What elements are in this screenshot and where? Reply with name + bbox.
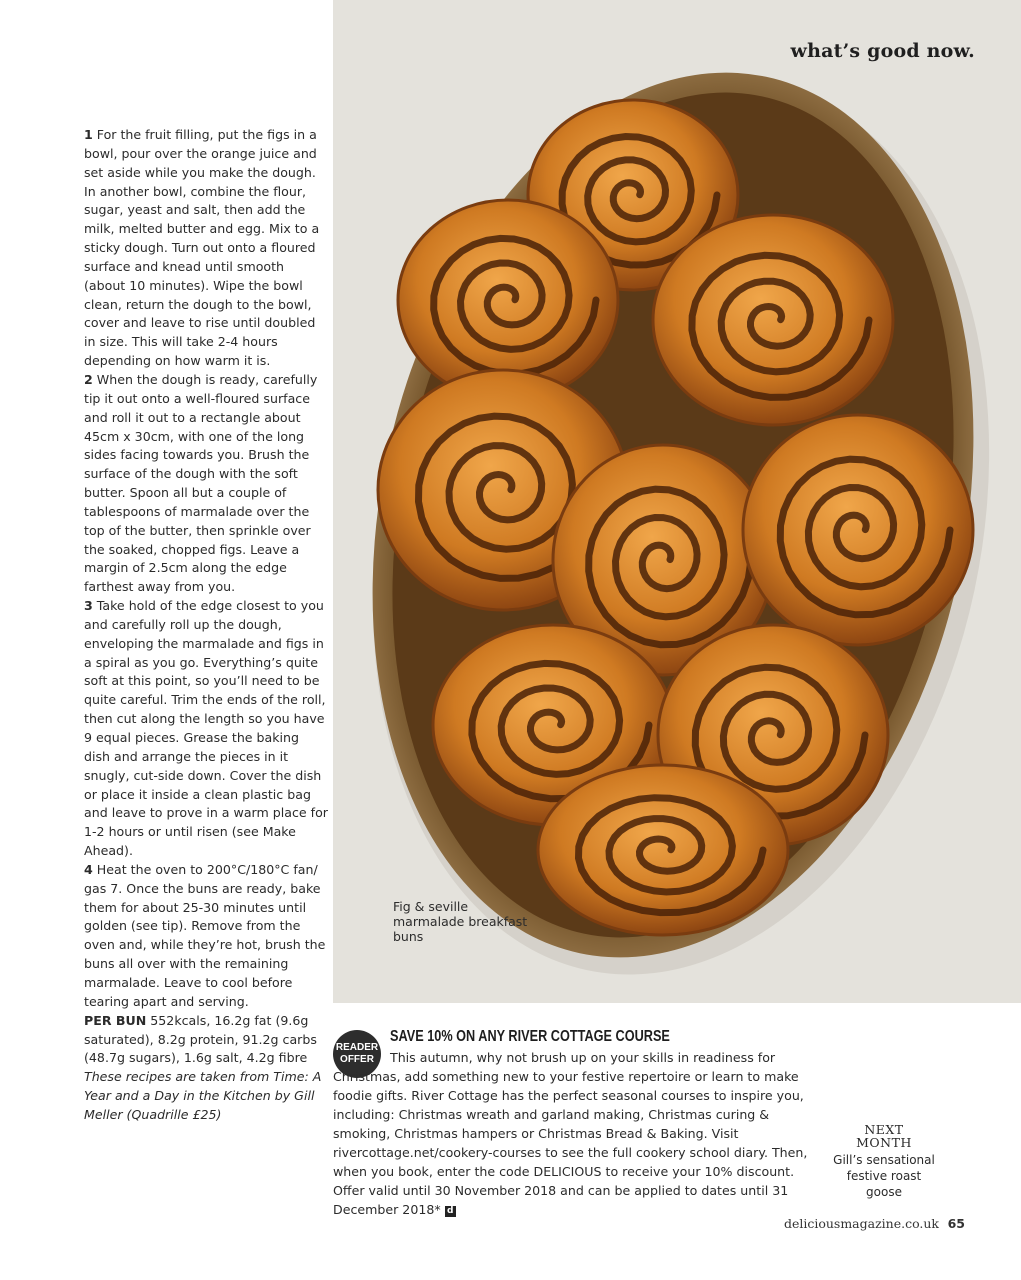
- next-month-title-2: MONTH: [856, 1135, 912, 1150]
- bun: [743, 415, 973, 645]
- buns-photo: [333, 0, 1021, 1003]
- next-month-teaser: [828, 1123, 940, 1200]
- badge-line-1: READER: [335, 1042, 379, 1053]
- step-text: Heat the oven to 200°C/180°C fan/ gas 7. Once the buns are ready, bake them for about 25-30 minutes until golden (see tip). Remove from the oven and, while they’re hot, brush the buns all over with the remaining marmalade. Leave to cool before tearing apart and serving.: [84, 861, 326, 1009]
- bun: [538, 765, 788, 935]
- method-step-3: [84, 597, 329, 861]
- photo-caption: Fig & seville marmalade breakfast buns: [393, 899, 528, 944]
- step-text: For the fruit filling, put the figs in a bowl, pour over the orange juice and set aside while you make the dough. In another bowl, combine the flour, sugar, yeast and salt, then add the milk, melted butter and egg. Mix to a sticky dough. Turn out onto a floured surface and knead until smooth (about 10 minutes). Wipe the bowl clean, return the dough to the bowl, cover and leave to rise until doubled in size. This will take 2-4 hours depending on how warm it is.: [84, 127, 320, 369]
- page-number: 65: [947, 1216, 965, 1231]
- step-number: 2: [84, 371, 93, 387]
- method-step-1: [84, 126, 329, 371]
- footer-site: deliciousmagazine.co.uk: [783, 1216, 939, 1231]
- badge-line-2: OFFER: [340, 1054, 374, 1065]
- step-text: Take hold of the edge closest to you and carefully roll up the dough, enveloping the marmalade and figs in a spiral as you go. Everything’s quite soft at this point, so you’ll need to be quite careful. Trim the ends of the roll, then cut along the length so you have 9 equal pieces. Grease the baking dish and arrange the pieces in it snugly, cut-side down. Cover the dish or place it inside a clean plastic bag and leave to prove in a warm place for 1-2 hours or until risen (see Make Ahead).: [84, 598, 328, 859]
- nutrition-label: PER BUN: [84, 1012, 147, 1028]
- step-number: 3: [84, 598, 93, 614]
- offer-body: [333, 1048, 813, 1219]
- book-credit: These recipes are taken from Time: A Year and a Day in the Kitchen by Gill Meller (Quadrille £25): [84, 1069, 322, 1122]
- method-column: [84, 126, 329, 1125]
- offer-heading: SAVE 10% ON ANY RIVER COTTAGE COURSE: [390, 1028, 670, 1045]
- next-month-title-1: NEXT: [864, 1122, 904, 1137]
- step-text: When the dough is ready, carefully tip it out onto a well-floured surface and roll it out to a rectangle about 45cm x 30cm, with one of the long sides facing towards you. Brush the surface of the dough with the soft butter. Spoon all but a couple of tablespoons of marmalade over the top of the butter, then sprinkle over the soaked, chopped figs. Leave a margin of 2.5cm along the edge farthest away from you.: [84, 371, 318, 595]
- nutrition-text: 552kcals, 16.2g fat (9.6g saturated), 8.2g protein, 91.2g carbs (48.7g sugars), 1.6g salt, 4.2g fibre: [84, 1012, 317, 1066]
- next-month-text: Gill’s sensational festive roast goose: [833, 1153, 935, 1199]
- bun: [653, 215, 893, 425]
- step-number: 4: [84, 861, 93, 877]
- section-tag: what’s good now.: [790, 40, 975, 62]
- method-step-2: [84, 371, 329, 597]
- offer-text: This autumn, why not brush up on your skills in readiness for Christmas, add something new to your festive repertoire or learn to make foodie gifts. River Cottage has the perfect seasonal courses to inspire you, including: Christmas wreath and garland making, Christmas curing & smoking, Christmas hampers or Christmas Bread & Baking. Visit rivercottage.net/cookery-courses to see the full cookery school diary. Then, when you book, enter the code DELICIOUS to receive your 10% discount. Offer valid until 30 November 2018 and can be applied to dates until 31 December 2018*: [333, 1050, 808, 1217]
- delicious-end-icon: d: [445, 1206, 456, 1217]
- nutrition-info: [84, 1012, 329, 1069]
- method-step-4: [84, 861, 329, 1012]
- buns-illustration: [333, 0, 1021, 1003]
- step-number: 1: [84, 127, 93, 142]
